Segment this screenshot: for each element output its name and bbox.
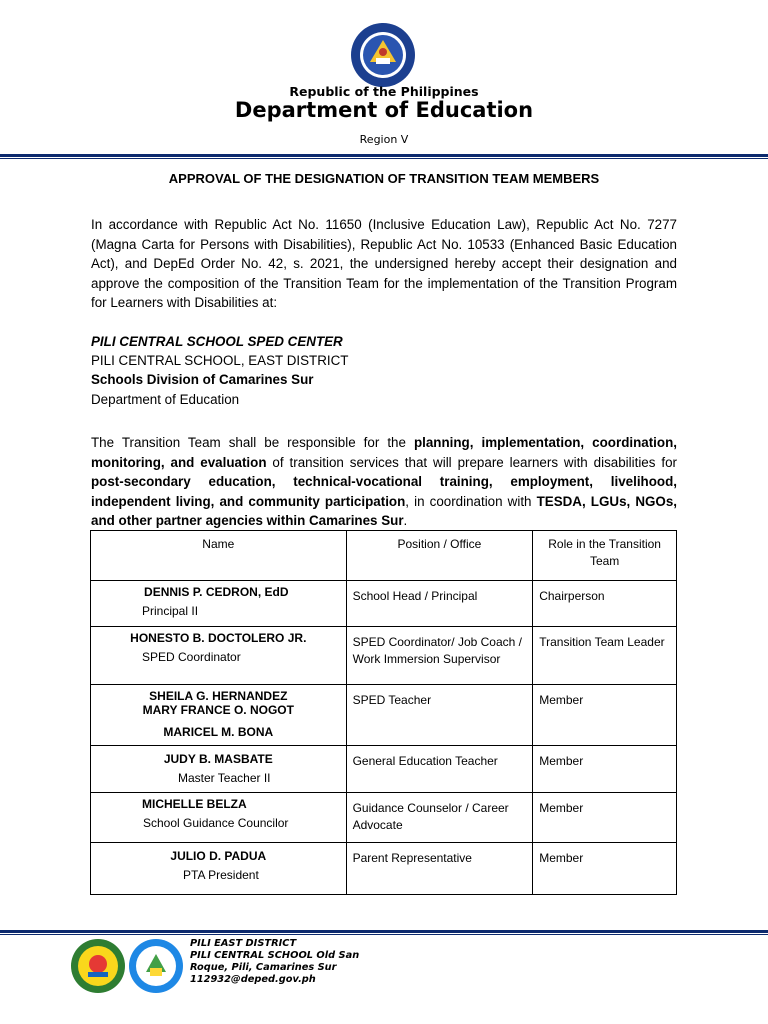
member-name: HONESTO B. DOCTOLERO JR. xyxy=(130,631,307,645)
member-title: School Guidance Councilor xyxy=(143,816,289,830)
department-heading: Department of Education xyxy=(234,98,534,122)
footer-line: Roque, Pili, Camarines Sur xyxy=(190,962,337,973)
footer-rule-thin xyxy=(0,934,768,935)
school-logo-icon xyxy=(128,938,184,994)
para2-bold-3: TESDA, LGUs, NGOs, and other partner agencies within Camarines Sur xyxy=(91,493,677,528)
table-row xyxy=(91,627,677,685)
document-title: APPROVAL OF THE DESIGNATION OF TRANSITION TEAM MEMBERS xyxy=(168,171,600,186)
header-name: Name xyxy=(91,531,347,581)
table-header-row xyxy=(91,531,677,581)
school-name: PILI CENTRAL SCHOOL SPED CENTER xyxy=(91,334,343,349)
footer-line: PILI CENTRAL SCHOOL Old San xyxy=(190,950,360,961)
member-title: SPED Coordinator xyxy=(142,650,241,664)
para2-text-2: of transition services that will prepare learners with disabilities for xyxy=(266,454,677,470)
table-row xyxy=(91,746,677,793)
member-name-cell xyxy=(91,793,347,843)
member-role: Member xyxy=(533,793,677,843)
transition-team-table xyxy=(90,530,677,895)
table-row xyxy=(91,793,677,843)
republic-heading: Republic of the Philippines xyxy=(289,84,479,99)
table-row xyxy=(91,685,677,746)
member-name-cell xyxy=(91,685,347,746)
member-position: SPED Teacher xyxy=(346,685,533,746)
member-name: JUDY B. MASBATE xyxy=(163,752,273,766)
school-division: Schools Division of Camarines Sur xyxy=(91,372,314,387)
member-position: SPED Coordinator/ Job Coach / Work Immersion Supervisor xyxy=(346,627,533,685)
footer-email: 112932@deped.gov.ph xyxy=(190,974,316,985)
member-role: Chairperson xyxy=(533,581,677,627)
member-name-cell xyxy=(91,843,347,895)
footer-line: PILI EAST DISTRICT xyxy=(190,938,297,949)
member-position: Guidance Counselor / Career Advocate xyxy=(346,793,533,843)
member-role: Member xyxy=(533,685,677,746)
member-position: School Head / Principal xyxy=(346,581,533,627)
para2-text-3: , in coordination with xyxy=(405,493,537,509)
member-title: Principal II xyxy=(142,604,199,618)
para2-bold-2: post-secondary education, technical-vocational training, employment, livelihood, independent living, and community participation xyxy=(91,474,677,509)
footer-rule-thick xyxy=(0,930,768,933)
member-role: Member xyxy=(533,843,677,895)
member-name-cell xyxy=(91,627,347,685)
school-department: Department of Education xyxy=(91,392,240,407)
member-name-cell xyxy=(91,581,347,627)
header-position: Position / Office xyxy=(346,531,533,581)
para2-bold-1: planning, implementation, coordination, monitoring, and evaluation xyxy=(91,435,677,470)
table-row xyxy=(91,843,677,895)
deped-seal-icon xyxy=(350,22,416,88)
school-district: PILI CENTRAL SCHOOL, EAST DISTRICT xyxy=(91,353,349,368)
member-name-cell xyxy=(91,746,347,793)
member-name: MICHELLE BELZA xyxy=(142,797,247,811)
table-row xyxy=(91,581,677,627)
intro-paragraph: In accordance with Republic Act No. 11650 (Inclusive Education Law), Republic Act No. 7277 (Magna Carta for Persons with Disabilities), Republic Act No. 10533 (Enhanced Basic Education Act), and DepEd Order No. 42, s. 2021, the undersigned hereby accept their designation and approve the composition of the Transition Team for the implementation of the Transition Program for Learners with Disabilities at: xyxy=(91,217,677,310)
header-role: Role in the Transition Team xyxy=(533,531,677,581)
footer-address xyxy=(190,938,359,986)
region-heading: Region V xyxy=(359,133,409,146)
member-name: MARY FRANCE O. NOGOT xyxy=(142,703,294,717)
header-rule-thick xyxy=(0,154,768,157)
member-role: Member xyxy=(533,746,677,793)
member-name: MARICEL M. BONA xyxy=(163,725,274,739)
member-name: DENNIS P. CEDRON, EdD xyxy=(144,585,289,599)
member-name: SHEILA G. HERNANDEZ xyxy=(149,689,288,703)
member-position: General Education Teacher xyxy=(346,746,533,793)
responsibility-paragraph xyxy=(91,433,677,531)
district-logo-icon xyxy=(70,938,126,994)
member-title: PTA President xyxy=(183,868,259,882)
member-title: Master Teacher II xyxy=(178,771,271,785)
para2-text-4: . xyxy=(403,513,408,528)
member-position: Parent Representative xyxy=(346,843,533,895)
para2-text-1: The Transition Team shall be responsible for the xyxy=(91,435,414,450)
header-rule-thin xyxy=(0,158,768,159)
member-name: JULIO D. PADUA xyxy=(170,849,267,863)
member-role: Transition Team Leader xyxy=(533,627,677,685)
